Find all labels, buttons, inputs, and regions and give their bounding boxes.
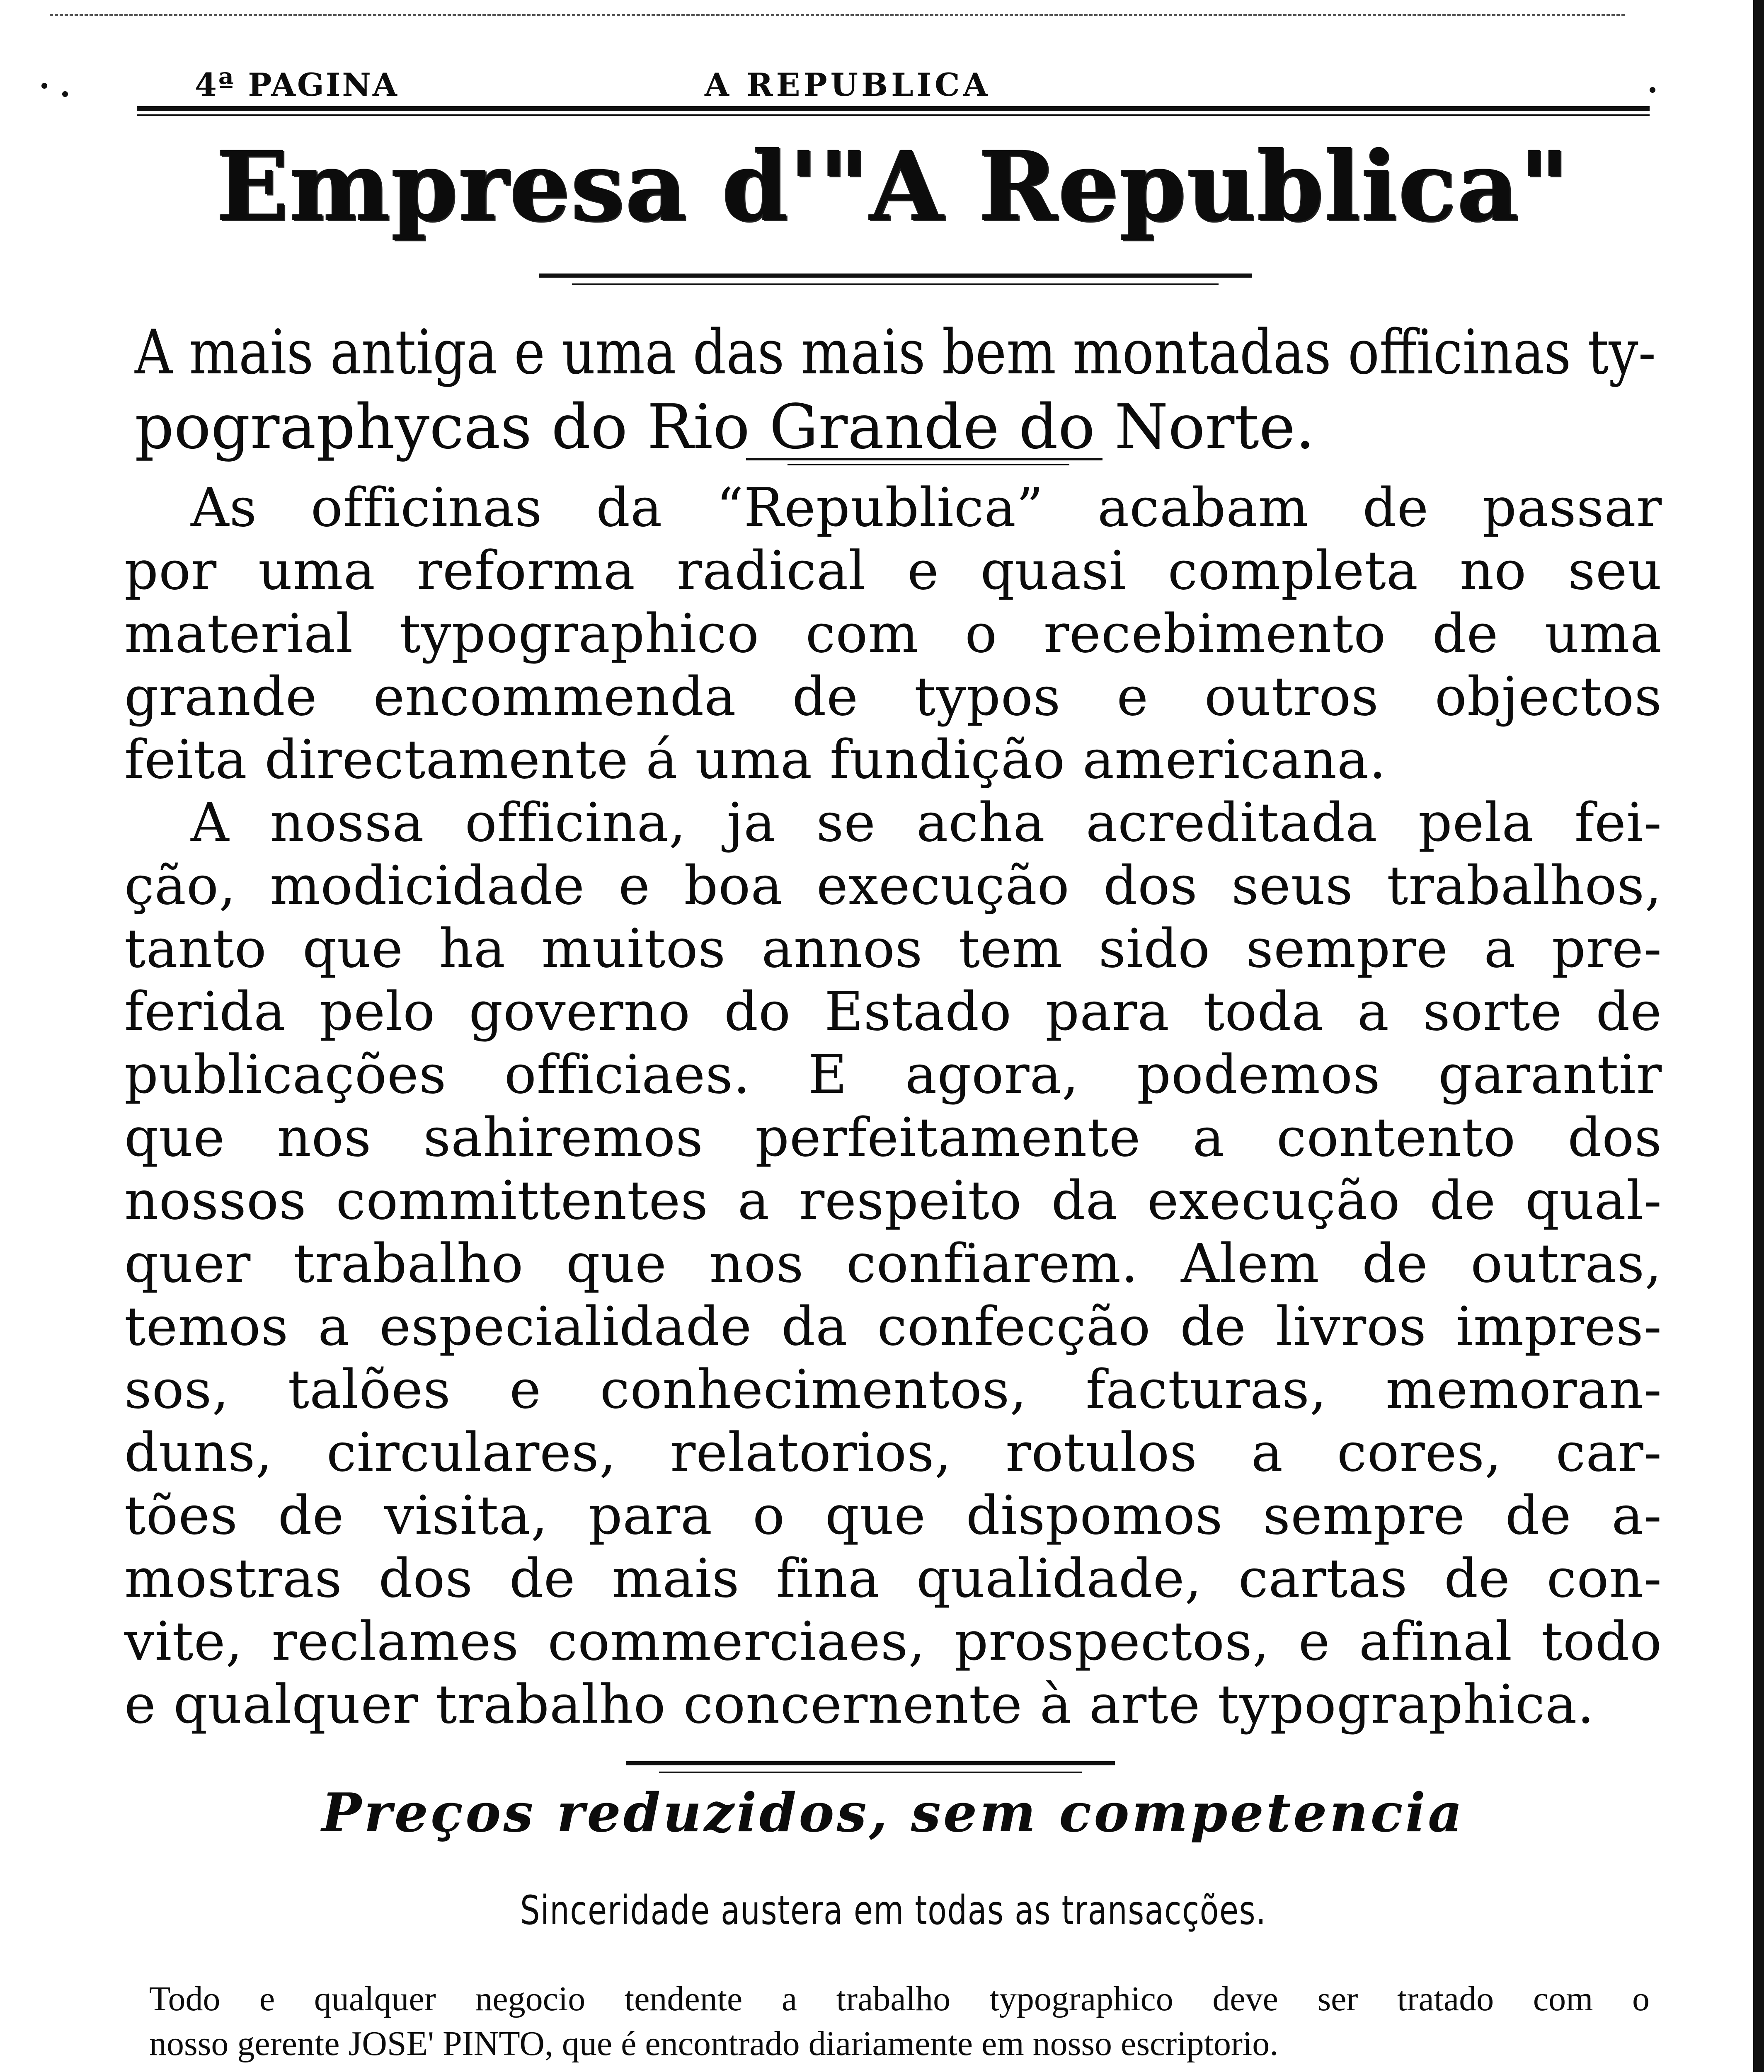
body-line: publicações officiaes. E agora, podemos garantir — [124, 1044, 1662, 1106]
body-line: quer trabalho que nos confiarem. Alem de outras, — [124, 1233, 1662, 1295]
speck — [62, 91, 68, 97]
body-line: que nos sahiremos perfeitamente a contento dos — [124, 1107, 1662, 1169]
body-line: duns, circulares, relatorios, rotulos a cores, car- — [124, 1422, 1662, 1484]
speck — [41, 83, 47, 89]
body-line: As officinas da “Republica” acabam de passar — [191, 477, 1662, 539]
intro-line: A mais antiga e uma das mais bem montadas officinas ty- — [135, 317, 1656, 388]
contact-paragraph — [149, 1977, 1650, 2066]
body-rule — [626, 1761, 1115, 1765]
body-line: sos, talões e conhecimentos, facturas, memoran- — [124, 1359, 1662, 1421]
contact-line: Todo e qualquer negocio tendente a trabalho typographico deve ser tratado com o — [149, 1980, 1650, 2018]
page-title: Empresa d'"A Republica" — [216, 130, 1570, 243]
sincerity-line — [137, 1881, 1650, 1939]
body-line: temos a especialidade da confecção de livros impres- — [124, 1296, 1662, 1358]
body-line: mostras dos de mais fina qualidade, cartas de con- — [124, 1548, 1662, 1610]
body-line: feita directamente á uma fundição americana. — [124, 729, 1386, 791]
body-line: nossos committentes a respeito da execução de qual- — [124, 1170, 1662, 1232]
intro-rule-thin — [788, 464, 1069, 465]
body-line: ferida pelo governo do Estado para toda a sorte de — [124, 981, 1662, 1043]
body-line: material typographico com o recebimento de uma — [124, 603, 1662, 665]
contact-line: nosso gerente JOSE' PINTO, que é encontrado diariamente em nosso escriptorio. — [149, 2024, 1279, 2063]
body-line: grande encommenda de typos e outros objectos — [124, 666, 1662, 728]
body-paragraphs — [124, 477, 1662, 1736]
sincerity-text: Sinceridade austera em todas as transacções. — [520, 1887, 1267, 1934]
title-rule — [539, 274, 1252, 278]
title-rule-thin — [572, 283, 1219, 285]
page-edge-shadow — [1753, 0, 1764, 2072]
body-line: A nossa officina, ja se acha acreditada pela fei- — [191, 792, 1662, 854]
header-rule-thin — [137, 114, 1650, 116]
body-rule-thin — [659, 1772, 1082, 1773]
newspaper-name: A REPUBLICA — [705, 66, 991, 103]
body-line: por uma reforma radical e quasi completa no seu — [124, 540, 1662, 602]
intro-paragraph — [135, 315, 1656, 464]
body-line: tanto que ha muitos annos tem sido sempre a pre- — [124, 918, 1662, 980]
header-rule — [137, 106, 1650, 111]
body-line: ção, modicidade e boa execução dos seus trabalhos, — [124, 855, 1662, 917]
body-line: tões de visita, para o que dispomos sempre de a- — [124, 1485, 1662, 1547]
intro-line: pographycas do Rio Grande do Norte. — [135, 391, 1315, 462]
body-line: vite, reclames commerciaes, prospectos, e afinal todo — [124, 1611, 1662, 1673]
top-scratch-line — [50, 14, 1625, 18]
speck — [1650, 87, 1655, 93]
prices-heading: Preços reduzidos, sem competencia — [321, 1782, 1465, 1844]
page-number-label: 4ª PAGINA — [195, 66, 399, 103]
body-line: e qualquer trabalho concernente à arte typographica. — [124, 1674, 1595, 1736]
intro-rule — [746, 458, 1102, 460]
